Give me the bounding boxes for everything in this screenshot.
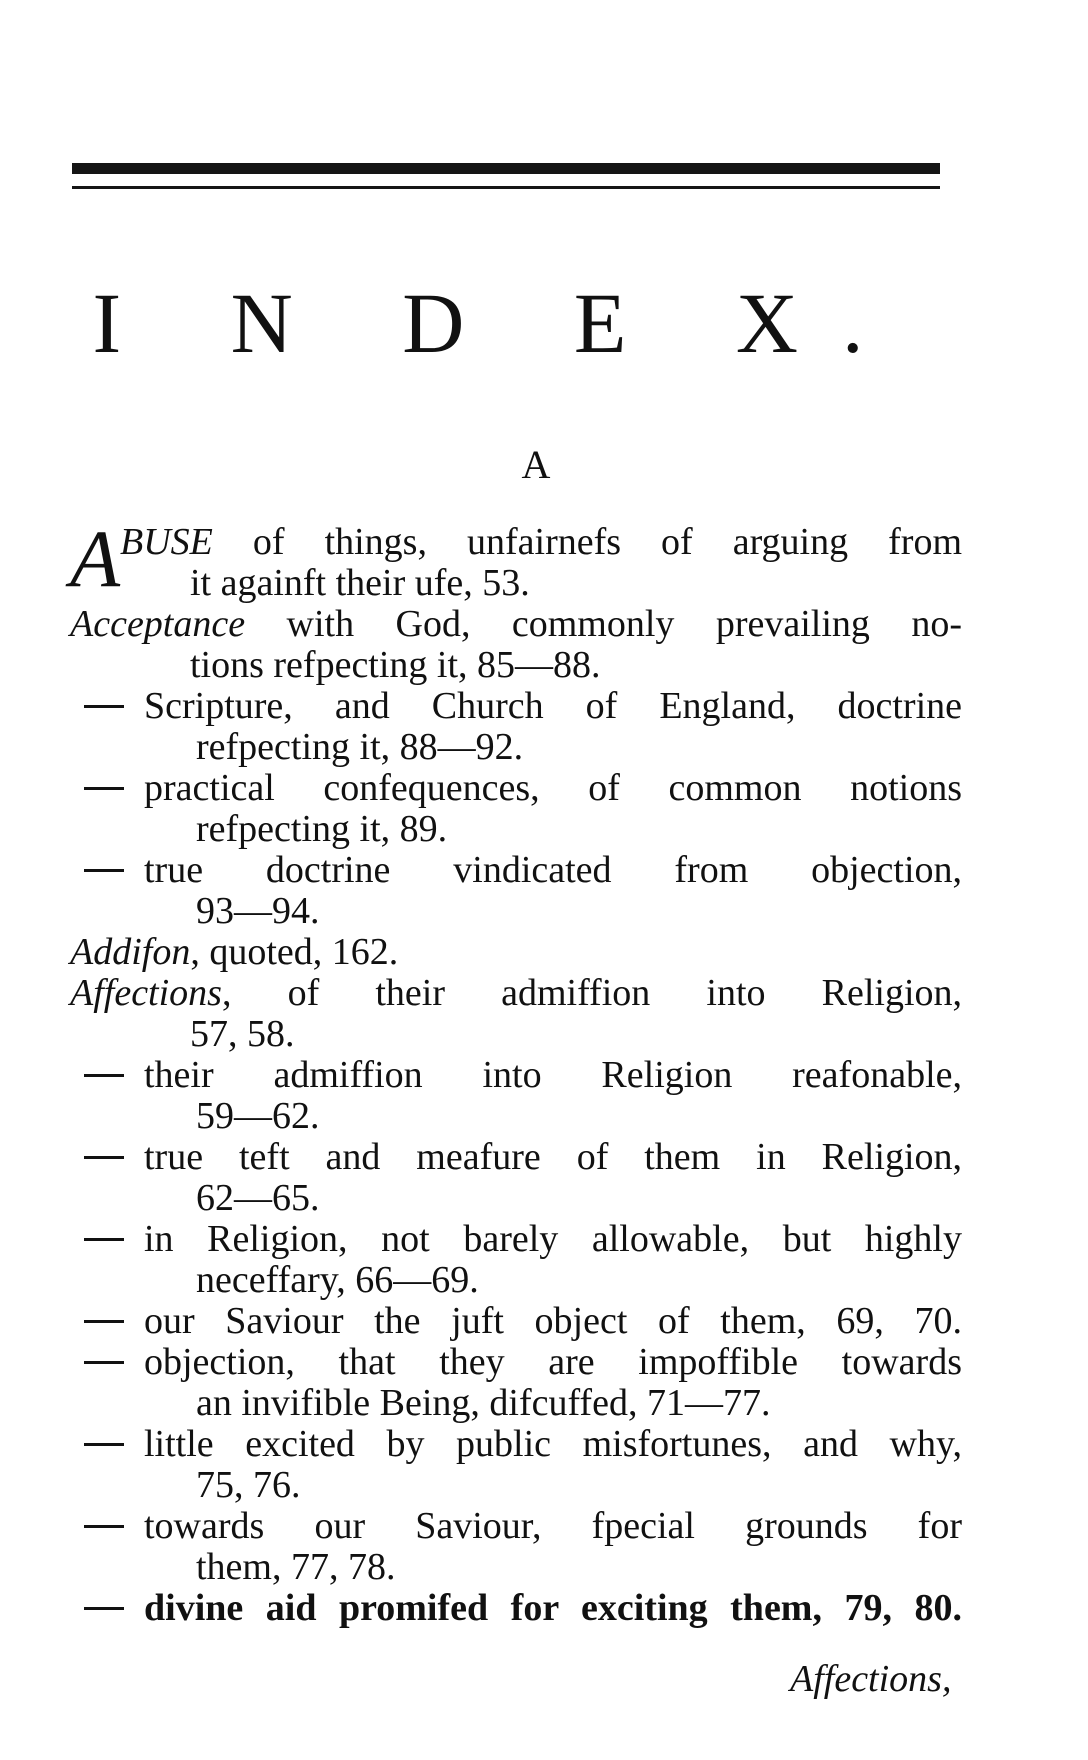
ditto-dash <box>84 1156 124 1159</box>
entry-line: Acceptance with God, commonly prevailing no- <box>70 603 962 645</box>
top-rule-thin <box>72 186 940 189</box>
index-subentry <box>144 1506 962 1588</box>
entry-line: divine aid promifed for exciting them, 79, 80. <box>144 1587 962 1629</box>
entry-head: Addifon <box>70 931 191 973</box>
entry-line: tions refpecting it, 85—88. <box>190 644 601 686</box>
ditto-dash <box>84 1361 124 1364</box>
ditto-dash <box>84 1443 124 1446</box>
entry-line: refpecting it, 89. <box>196 808 448 850</box>
index-subentry <box>144 850 962 932</box>
entry-head: Acceptance <box>70 603 246 645</box>
index-entry-acceptance <box>70 604 962 686</box>
entry-line: practical confequences, of common notions <box>144 767 962 809</box>
entry-line: their admiffion into Religion reafonable, <box>144 1054 962 1096</box>
index-subentry <box>144 1342 962 1424</box>
entry-line: it againft their ufe, 53. <box>190 562 530 604</box>
entry-head: BUSE <box>120 521 213 563</box>
drop-cap: A <box>70 513 121 604</box>
ditto-dash <box>84 787 124 790</box>
entry-line: little excited by public misfortunes, and why, <box>144 1423 962 1465</box>
entry-line: 57, 58. <box>190 1013 295 1055</box>
ditto-dash <box>84 1074 124 1077</box>
section-letter: A <box>521 442 551 487</box>
index-subentry <box>144 1588 962 1629</box>
entry-line: 59—62. <box>196 1095 320 1137</box>
entry-line: in Religion, not barely allowable, but highly <box>144 1218 962 1260</box>
ditto-dash <box>84 705 124 708</box>
entry-line: objection, that they are impoffible towards <box>144 1341 962 1383</box>
page-title: I N D E X. <box>92 275 908 371</box>
index-entry-abuse <box>120 522 962 604</box>
entry-line: 93—94. <box>196 890 320 932</box>
entry-line: towards our Saviour, fpecial grounds for <box>144 1505 962 1547</box>
entry-line: our Saviour the juft object of them, 69, 70. <box>144 1300 962 1342</box>
entry-line: Scripture, and Church of England, doctrine <box>144 685 962 727</box>
index-subentry <box>144 686 962 768</box>
ditto-dash <box>84 869 124 872</box>
catchword: Affections, <box>790 1658 952 1700</box>
ditto-dash <box>84 1525 124 1528</box>
index-subentry <box>144 1219 962 1301</box>
entry-line: Affections, of their admiffion into Religion, <box>70 972 962 1014</box>
entry-line: 75, 76. <box>196 1464 301 1506</box>
index-subentry <box>144 768 962 850</box>
index-entry-addison <box>70 932 962 973</box>
entry-line: an invifible Being, difcuffed, 71—77. <box>196 1382 771 1424</box>
entry-line: BUSE of things, unfairnefs of arguing from <box>120 521 962 563</box>
entry-line: them, 77, 78. <box>196 1546 396 1588</box>
index-subentry <box>144 1055 962 1137</box>
ditto-dash <box>84 1320 124 1323</box>
entry-head: Affections <box>70 972 222 1014</box>
ditto-dash <box>84 1238 124 1241</box>
entry-line: refpecting it, 88—92. <box>196 726 524 768</box>
index-subentry <box>144 1301 962 1342</box>
top-rule-thick <box>72 163 940 174</box>
ditto-dash <box>84 1607 124 1610</box>
entry-line: 62—65. <box>196 1177 320 1219</box>
entry-line: true teft and meafure of them in Religion, <box>144 1136 962 1178</box>
index-subentry <box>144 1424 962 1506</box>
index-subentry <box>144 1137 962 1219</box>
entry-line: neceffary, 66—69. <box>196 1259 479 1301</box>
entry-line: Addifon, quoted, 162. <box>70 931 399 973</box>
entry-line: true doctrine vindicated from objection, <box>144 849 962 891</box>
index-entry-affections <box>70 973 962 1055</box>
